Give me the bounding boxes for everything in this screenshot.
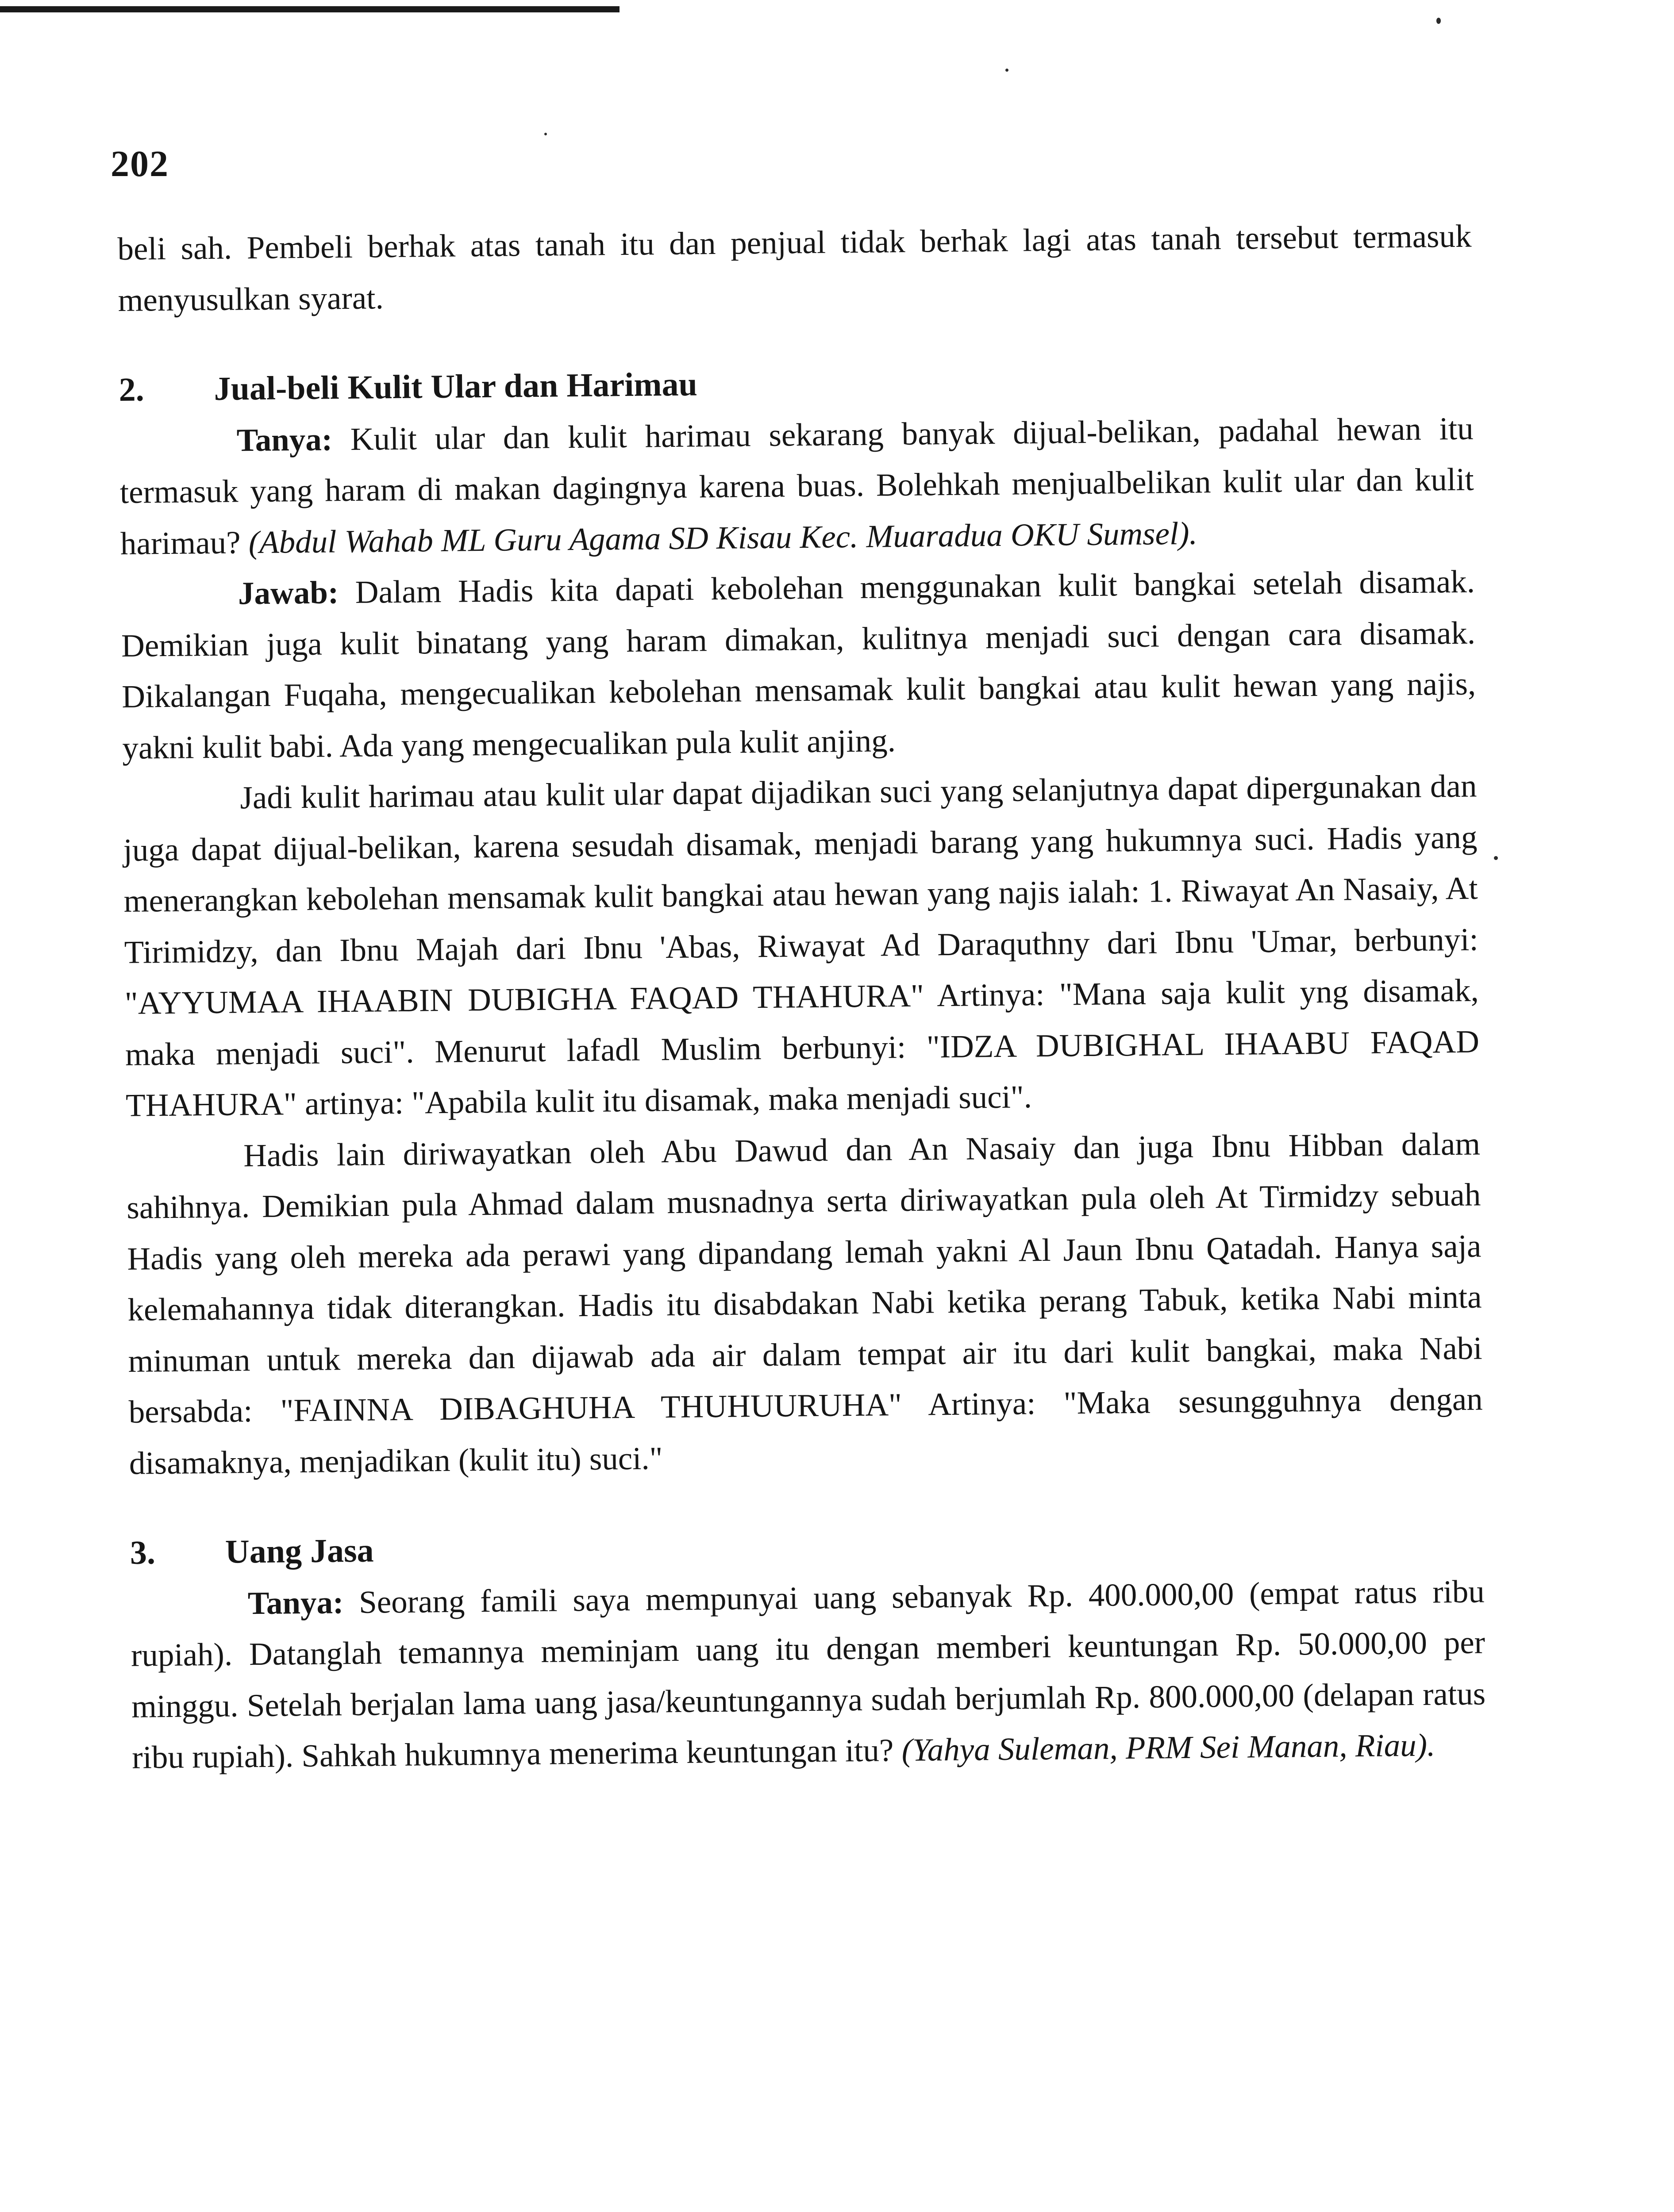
paragraph-continued: beli sah. Pembeli berhak atas tanah itu dan penjual tidak berhak lagi atas tanah tersebut termasuk menyusulkan syarat. xyxy=(117,218,1472,318)
question-paragraph xyxy=(130,1566,1486,1783)
question-label: Tanya: xyxy=(236,421,333,458)
question-text: Kulit ular dan kulit harimau sekarang banyak dijual-belikan, padahal hewan itu termasuk yang haram di makan dagingnya karena buas. Bolehkah menjualbelikan kulit ular dan kulit harimau? xyxy=(119,410,1474,561)
section-title: Uang Jasa xyxy=(225,1532,374,1571)
scan-speck xyxy=(1005,69,1008,72)
section-title: Jual-beli Kulit Ular dan Harimau xyxy=(214,365,698,407)
scan-speck xyxy=(1436,18,1441,24)
question-citation: (Abdul Wahab ML Guru Agama SD Kisau Kec. Muaradua OKU Sumsel). xyxy=(248,515,1198,560)
page-body xyxy=(117,211,1486,1783)
question-text: Seorang famili saya mempunyai uang sebanyak Rp. 400.000,00 (empat ratus ribu rupiah). Datanglah temannya meminjam uang itu dengan memberi keuntungan Rp. 50.000,00 per minggu. Setelah berjalan lama uang jasa/keuntungannya sudah berjumlah Rp. 800.000,00 (delapan ratus ribu rupiah). Sahkah hukumnya menerima keuntungan itu? xyxy=(131,1573,1486,1775)
scan-speck xyxy=(1494,856,1498,860)
body-paragraph: Hadis lain diriwayatkan oleh Abu Dawud dan An Nasaiy dan juga Ibnu Hibban dalam sahihnya. Demikian pula Ahmad dalam musnadnya serta diriwayatkan pula oleh At Tirmidzy sebuah Hadis yang oleh mereka ada perawi yang dipandang lemah yakni Al Jaun Ibnu Qatadah. Hanya saja kelemahannya tidak diterangkan. Hadis itu disabdakan Nabi ketika perang Tabuk, ketika Nabi minta minuman untuk mereka dan dijawab ada air dalam tempat air itu dari kulit bangkai, maka Nabi bersabda: "FAINNA DIBAGHUHA THUHUURUHA" Artinya: "Maka sesungguhnya dengan disamaknya, menjadikan (kulit itu) suci." xyxy=(126,1125,1483,1481)
answer-label: Jawab: xyxy=(238,574,339,611)
question-citation: (Yahya Suleman, PRM Sei Manan, Riau). xyxy=(901,1727,1435,1768)
section-number: 2. xyxy=(119,371,145,408)
body-paragraph: Jadi kulit harimau atau kulit ular dapat dijadikan suci yang selanjutnya dapat dipergunakan dan juga dapat dijual-belikan, karena sesudah disamak, menjadi barang yang hukumnya suci. Hadis yang menerangkan kebolehan mensamak kulit bangkai atau hewan yang najis ialah: 1. Riwayat An Nasaiy, At Tirimidzy, dan Ibnu Majah dari Ibnu 'Abas, Riwayat Ad Daraquthny dari Ibnu 'Umar, berbunyi: "AYYUMAA IHAABIN DUBIGHA FAQAD THAHURA" Artinya: "Mana saja kulit yng disamak, maka menjadi suci". Menurut lafadl Muslim berbunyi: "IDZA DUBIGHAL IHAABU FAQAD THAHURA" artinya: "Apabila kulit itu disamak, maka menjadi suci". xyxy=(123,768,1480,1123)
scan-speck xyxy=(544,133,547,135)
question-paragraph xyxy=(119,403,1474,569)
page-number: 202 xyxy=(111,143,169,184)
question-label: Tanya: xyxy=(247,1584,344,1621)
section-number: 3. xyxy=(130,1534,156,1571)
answer-paragraph xyxy=(120,556,1476,773)
answer-text: Dalam Hadis kita dapati kebolehan menggunakan kulit bangkai setelah disamak. Demikian juga kulit binatang yang haram dimakan, kulitnya menjadi suci dengan cara disamak. Dikalangan Fuqaha, mengecualikan kebolehan mensamak kulit bangkai atau kulit hewan yang najis, yakni kulit babi. Ada yang mengecualikan pula kulit anjing. xyxy=(121,563,1476,766)
top-rule xyxy=(0,6,620,12)
